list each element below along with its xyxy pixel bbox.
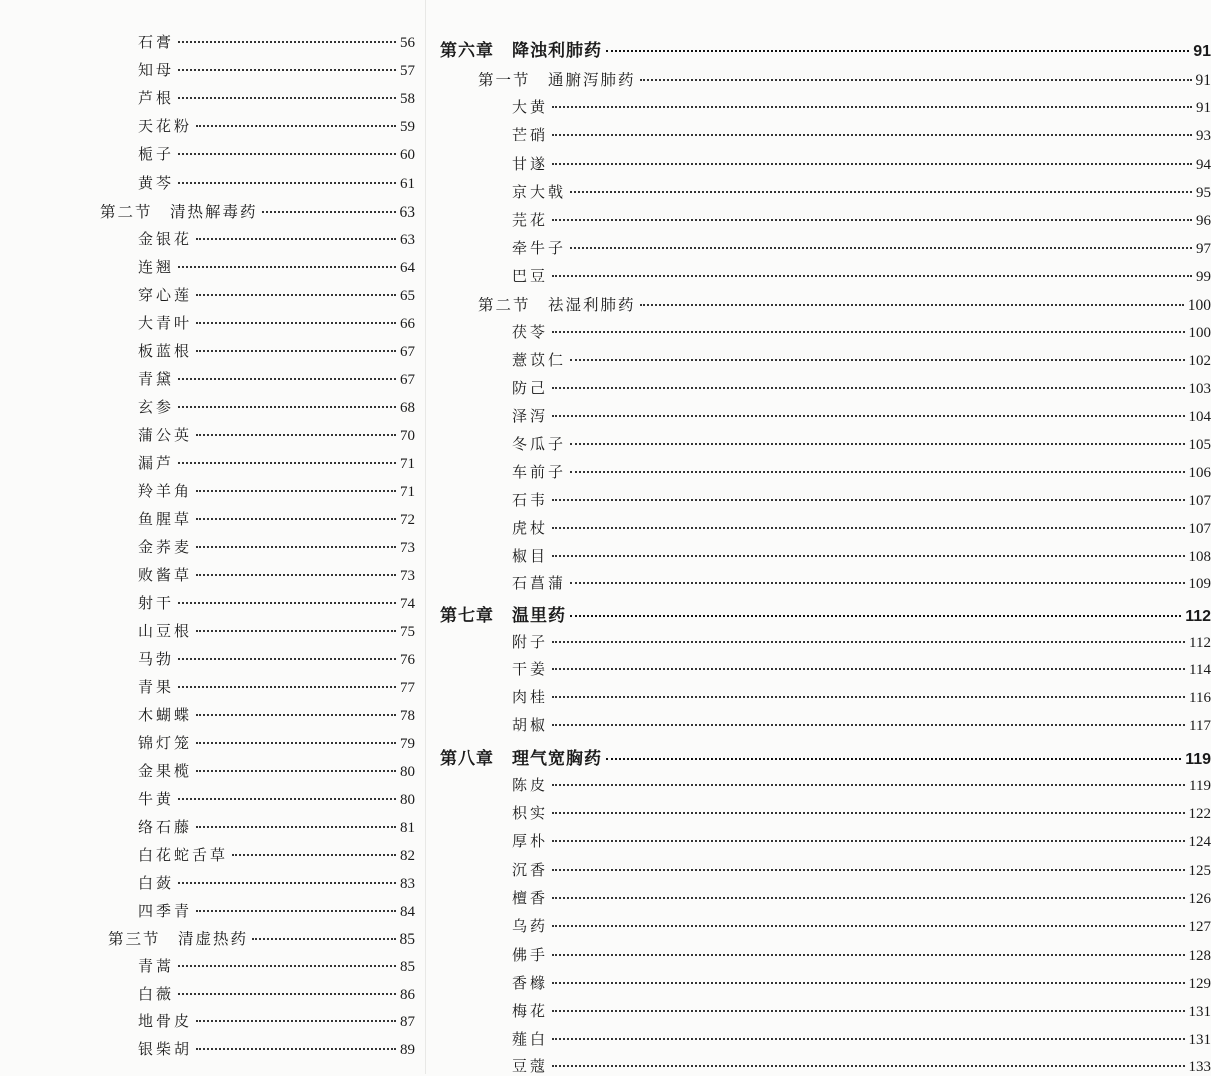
toc-item-entry [138, 59, 415, 80]
dot-leader [552, 415, 1184, 417]
toc-page-number: 122 [1189, 806, 1211, 823]
dot-leader [196, 238, 396, 240]
toc-page-number: 56 [400, 35, 415, 52]
dot-leader [196, 910, 396, 912]
toc-item-entry [138, 452, 415, 473]
toc-item-title: 石菖蒲 [512, 572, 566, 593]
toc-section-entry [100, 200, 415, 222]
toc-chapter-title: 第八章 理气宽胸药 [440, 744, 602, 769]
toc-item-title: 金荞麦 [138, 536, 192, 557]
toc-item-title: 厚朴 [512, 830, 548, 851]
toc-item-entry [512, 774, 1211, 795]
toc-item-title: 穿心莲 [138, 284, 192, 305]
toc-item-title: 知母 [138, 59, 174, 80]
dot-leader [552, 982, 1184, 984]
toc-item-entry [138, 31, 415, 52]
dot-leader [552, 897, 1184, 899]
dot-leader [178, 462, 396, 464]
toc-page-number: 108 [1189, 549, 1211, 566]
toc-item-entry [138, 955, 415, 976]
toc-item-entry [512, 517, 1211, 538]
toc-item-title: 大黄 [512, 96, 548, 117]
toc-item-title: 败酱草 [138, 564, 192, 585]
dot-leader [196, 518, 396, 520]
toc-item-title: 防己 [512, 377, 548, 398]
toc-item-entry [138, 1038, 415, 1059]
toc-item-title: 栀子 [138, 143, 174, 164]
toc-page-number: 82 [400, 848, 415, 865]
toc-item-title: 茯苓 [512, 321, 548, 342]
dot-leader [552, 499, 1184, 501]
toc-item-title: 芒硝 [512, 124, 548, 145]
dot-leader [570, 359, 1184, 361]
dot-leader [640, 304, 1184, 306]
toc-item-title: 白蔹 [138, 872, 174, 893]
dot-leader [552, 869, 1184, 871]
dot-leader [552, 527, 1184, 529]
toc-item-entry [512, 405, 1211, 426]
dot-leader [552, 134, 1192, 136]
toc-page-number: 80 [400, 792, 415, 809]
toc-page-number: 114 [1189, 662, 1211, 679]
toc-item-title: 沉香 [512, 859, 548, 880]
toc-page-number: 61 [400, 176, 415, 193]
toc-section-title: 第一节 通腑泻肺药 [478, 68, 636, 90]
dot-leader [552, 954, 1184, 956]
toc-page-number: 119 [1185, 751, 1211, 769]
toc-item-entry [512, 859, 1211, 880]
toc-item-title: 地骨皮 [138, 1010, 192, 1031]
toc-page-number: 77 [400, 680, 415, 697]
toc-page-number: 87 [400, 1014, 415, 1031]
toc-section-title: 第三节 清虚热药 [108, 927, 248, 949]
toc-item-title: 车前子 [512, 461, 566, 482]
toc-item-title: 巴豆 [512, 265, 548, 286]
dot-leader [178, 182, 396, 184]
dot-leader [570, 471, 1184, 473]
dot-leader [570, 191, 1192, 193]
toc-item-title: 络石藤 [138, 816, 192, 837]
dot-leader [552, 724, 1185, 726]
toc-item-entry [512, 237, 1211, 258]
toc-page-number: 117 [1189, 718, 1211, 735]
toc-item-entry [138, 844, 415, 865]
toc-page-number: 116 [1189, 690, 1211, 707]
toc-item-title: 黄芩 [138, 172, 174, 193]
dot-leader [196, 714, 396, 716]
toc-item-title: 石膏 [138, 31, 174, 52]
toc-chapter-title: 第七章 温里药 [440, 601, 566, 626]
toc-item-entry [512, 349, 1211, 370]
toc-page-number: 72 [400, 512, 415, 529]
toc-page-number: 65 [400, 288, 415, 305]
toc-item-entry [512, 96, 1211, 117]
toc-item-title: 冬瓜子 [512, 433, 566, 454]
toc-page-number: 58 [400, 91, 415, 108]
toc-item-title: 椒目 [512, 545, 548, 566]
toc-page-number: 100 [1189, 325, 1211, 342]
toc-page-number: 63 [400, 232, 415, 249]
dot-leader [196, 125, 396, 127]
toc-page-number: 93 [1196, 128, 1211, 145]
toc-page-number: 133 [1189, 1059, 1211, 1076]
dot-leader [262, 211, 396, 213]
toc-page-number: 63 [400, 204, 416, 222]
dot-leader [196, 574, 396, 576]
toc-page-number: 89 [400, 1042, 415, 1059]
toc-item-title: 木蝴蝶 [138, 704, 192, 725]
toc-item-entry [138, 648, 415, 669]
toc-page-number: 73 [400, 540, 415, 557]
dot-leader [552, 784, 1185, 786]
dot-leader [640, 79, 1192, 81]
toc-item-entry [512, 461, 1211, 482]
toc-item-entry [512, 572, 1211, 593]
toc-page-number: 100 [1188, 297, 1211, 315]
toc-item-title: 青果 [138, 676, 174, 697]
toc-page-number: 105 [1189, 437, 1211, 454]
toc-item-entry [138, 704, 415, 725]
toc-page-number: 64 [400, 260, 415, 277]
toc-item-title: 马勃 [138, 648, 174, 669]
toc-item-title: 羚羊角 [138, 480, 192, 501]
toc-page-number: 73 [400, 568, 415, 585]
dot-leader [232, 854, 396, 856]
toc-item-title: 京大戟 [512, 181, 566, 202]
dot-leader [552, 1010, 1184, 1012]
toc-item-title: 天花粉 [138, 115, 192, 136]
toc-item-entry [138, 676, 415, 697]
toc-page-number: 70 [400, 428, 415, 445]
toc-item-title: 枳实 [512, 802, 548, 823]
toc-page-number: 66 [400, 316, 415, 333]
toc-item-title: 檀香 [512, 887, 548, 908]
toc-page-number: 95 [1196, 185, 1211, 202]
toc-page-number: 75 [400, 624, 415, 641]
toc-item-entry [512, 915, 1211, 936]
toc-page-number: 112 [1185, 608, 1211, 626]
toc-item-entry [138, 143, 415, 164]
dot-leader [196, 1020, 396, 1022]
toc-page-number: 107 [1189, 493, 1211, 510]
toc-item-entry [512, 1000, 1211, 1021]
toc-item-entry [512, 489, 1211, 510]
dot-leader [196, 1048, 396, 1050]
toc-page-number: 109 [1189, 576, 1211, 593]
toc-item-title: 薤白 [512, 1028, 548, 1049]
toc-item-title: 连翘 [138, 256, 174, 277]
dot-leader [552, 812, 1184, 814]
toc-item-title: 山豆根 [138, 620, 192, 641]
dot-leader [552, 668, 1185, 670]
toc-section-entry [108, 927, 415, 949]
toc-item-entry [138, 312, 415, 333]
toc-page-number: 91 [1196, 72, 1211, 90]
toc-page-number: 57 [400, 63, 415, 80]
toc-item-title: 鱼腥草 [138, 508, 192, 529]
toc-page-number: 103 [1189, 381, 1211, 398]
toc-item-title: 青黛 [138, 368, 174, 389]
toc-item-title: 板蓝根 [138, 340, 192, 361]
toc-item-title: 白花蛇舌草 [138, 844, 228, 865]
toc-item-entry [512, 944, 1211, 965]
toc-page-number: 85 [400, 931, 416, 949]
dot-leader [552, 696, 1185, 698]
toc-page-number: 71 [400, 484, 415, 501]
toc-item-title: 射干 [138, 592, 174, 613]
toc-page-number: 104 [1189, 409, 1211, 426]
toc-item-entry [138, 760, 415, 781]
toc-section-entry [478, 68, 1211, 90]
dot-leader [570, 582, 1184, 584]
toc-item-title: 四季青 [138, 900, 192, 921]
toc-page-number: 119 [1189, 778, 1211, 795]
toc-item-entry [138, 732, 415, 753]
toc-item-title: 白薇 [138, 983, 174, 1004]
dot-leader [178, 69, 396, 71]
toc-item-entry [138, 816, 415, 837]
toc-page-number: 112 [1189, 635, 1211, 652]
toc-item-entry [138, 983, 415, 1004]
toc-item-entry [512, 209, 1211, 230]
dot-leader [570, 443, 1184, 445]
toc-item-entry [512, 153, 1211, 174]
dot-leader [178, 266, 396, 268]
toc-page-number: 102 [1189, 353, 1211, 370]
dot-leader [178, 965, 396, 967]
toc-item-entry [138, 396, 415, 417]
toc-item-title: 石韦 [512, 489, 548, 510]
toc-item-entry [512, 433, 1211, 454]
toc-item-title: 玄参 [138, 396, 174, 417]
toc-page-number: 127 [1189, 919, 1211, 936]
toc-item-entry [138, 564, 415, 585]
toc-item-title: 芦根 [138, 87, 174, 108]
dot-leader [552, 641, 1185, 643]
dot-leader [196, 294, 396, 296]
toc-page-number: 128 [1189, 948, 1211, 965]
toc-item-title: 附子 [512, 631, 548, 652]
toc-item-entry [138, 788, 415, 809]
toc-item-entry [138, 900, 415, 921]
toc-item-title: 虎杖 [512, 517, 548, 538]
toc-item-title: 佛手 [512, 944, 548, 965]
toc-page-number: 67 [400, 372, 415, 389]
dot-leader [196, 490, 396, 492]
toc-page-number: 91 [1196, 100, 1211, 117]
dot-leader [552, 555, 1184, 557]
toc-page-number: 129 [1189, 976, 1211, 993]
dot-leader [178, 993, 396, 995]
toc-item-entry [512, 265, 1211, 286]
toc-item-entry [512, 887, 1211, 908]
dot-leader [196, 322, 396, 324]
toc-item-entry [138, 368, 415, 389]
dot-leader [178, 378, 396, 380]
dot-leader [178, 798, 396, 800]
toc-item-title: 漏芦 [138, 452, 174, 473]
dot-leader [570, 615, 1181, 617]
toc-item-entry [138, 228, 415, 249]
toc-item-title: 蒲公英 [138, 424, 192, 445]
toc-item-title: 梅花 [512, 1000, 548, 1021]
toc-item-title: 牛黄 [138, 788, 174, 809]
dot-leader [178, 41, 396, 43]
dot-leader [178, 97, 396, 99]
dot-leader [196, 350, 396, 352]
dot-leader [178, 153, 396, 155]
dot-leader [178, 882, 396, 884]
toc-page-number: 97 [1196, 241, 1211, 258]
toc-chapter-entry [440, 601, 1211, 626]
dot-leader [570, 247, 1192, 249]
dot-leader [196, 434, 396, 436]
toc-page-number: 76 [400, 652, 415, 669]
dot-leader [196, 826, 396, 828]
toc-page-number: 94 [1196, 157, 1211, 174]
toc-section-title: 第二节 祛湿利肺药 [478, 293, 636, 315]
toc-item-entry [512, 830, 1211, 851]
dot-leader [552, 387, 1184, 389]
toc-item-entry [512, 714, 1211, 735]
toc-page-number: 59 [400, 119, 415, 136]
dot-leader [606, 50, 1189, 52]
toc-item-entry [138, 115, 415, 136]
toc-item-entry [512, 972, 1211, 993]
toc-page-number: 125 [1189, 863, 1211, 880]
toc-item-entry [138, 592, 415, 613]
toc-item-title: 薏苡仁 [512, 349, 566, 370]
dot-leader [552, 106, 1192, 108]
toc-page-number: 131 [1189, 1004, 1211, 1021]
toc-item-entry [512, 124, 1211, 145]
toc-page-number: 60 [400, 147, 415, 164]
toc-item-entry [512, 1028, 1211, 1049]
dot-leader [196, 546, 396, 548]
toc-page-number: 79 [400, 736, 415, 753]
toc-page-number: 85 [400, 959, 415, 976]
toc-page-number: 74 [400, 596, 415, 613]
toc-item-title: 银柴胡 [138, 1038, 192, 1059]
toc-item-entry [512, 377, 1211, 398]
toc-chapter-entry [440, 36, 1211, 61]
toc-item-title: 肉桂 [512, 686, 548, 707]
toc-item-entry [138, 340, 415, 361]
toc-item-entry [138, 872, 415, 893]
dot-leader [178, 602, 396, 604]
toc-item-entry [138, 508, 415, 529]
toc-item-title: 锦灯笼 [138, 732, 192, 753]
toc-item-title: 陈皮 [512, 774, 548, 795]
dot-leader [196, 742, 396, 744]
toc-item-entry [512, 658, 1211, 679]
toc-item-title: 金银花 [138, 228, 192, 249]
toc-page-number: 81 [400, 820, 415, 837]
dot-leader [178, 658, 396, 660]
toc-item-entry [512, 545, 1211, 566]
toc-item-title: 胡椒 [512, 714, 548, 735]
toc-page-number: 68 [400, 400, 415, 417]
column-gutter [425, 0, 426, 1074]
toc-item-entry [512, 802, 1211, 823]
toc-page-number: 71 [400, 456, 415, 473]
toc-page-number: 124 [1189, 834, 1211, 851]
toc-item-title: 乌药 [512, 915, 548, 936]
toc-item-entry [138, 424, 415, 445]
toc-section-entry [478, 293, 1211, 315]
dot-leader [552, 1038, 1184, 1040]
toc-page-number: 78 [400, 708, 415, 725]
toc-page-number: 80 [400, 764, 415, 781]
toc-item-entry [512, 321, 1211, 342]
toc-item-title: 芫花 [512, 209, 548, 230]
toc-item-title: 泽泻 [512, 405, 548, 426]
dot-leader [552, 331, 1184, 333]
toc-page-number: 131 [1189, 1032, 1211, 1049]
toc-page-number: 86 [400, 987, 415, 1004]
toc-item-entry [138, 620, 415, 641]
toc-item-title: 豆蔻 [512, 1055, 548, 1076]
toc-page-number: 96 [1196, 213, 1211, 230]
toc-page-number: 91 [1193, 43, 1211, 61]
dot-leader [178, 686, 396, 688]
dot-leader [196, 770, 396, 772]
toc-chapter-title: 第六章 降浊利肺药 [440, 36, 602, 61]
toc-item-entry [512, 631, 1211, 652]
toc-page-number: 126 [1189, 891, 1211, 908]
toc-item-entry [138, 256, 415, 277]
toc-item-entry [138, 172, 415, 193]
toc-item-title: 干姜 [512, 658, 548, 679]
toc-item-entry [138, 284, 415, 305]
toc-chapter-entry [440, 744, 1211, 769]
toc-item-entry [512, 1055, 1211, 1076]
toc-page-number: 67 [400, 344, 415, 361]
toc-item-entry [138, 480, 415, 501]
dot-leader [552, 840, 1184, 842]
toc-item-title: 牵牛子 [512, 237, 566, 258]
toc-item-title: 甘遂 [512, 153, 548, 174]
toc-page-number: 84 [400, 904, 415, 921]
toc-item-entry [512, 686, 1211, 707]
toc-page-number: 99 [1196, 269, 1211, 286]
toc-item-title: 大青叶 [138, 312, 192, 333]
toc-item-title: 金果榄 [138, 760, 192, 781]
toc-item-title: 香橼 [512, 972, 548, 993]
dot-leader [196, 630, 396, 632]
dot-leader [552, 1065, 1184, 1067]
toc-page-number: 83 [400, 876, 415, 893]
dot-leader [552, 925, 1184, 927]
toc-item-entry [138, 87, 415, 108]
dot-leader [252, 938, 395, 940]
toc-item-entry [512, 181, 1211, 202]
toc-item-entry [138, 1010, 415, 1031]
toc-page-number: 106 [1189, 465, 1211, 482]
dot-leader [552, 219, 1192, 221]
dot-leader [552, 163, 1192, 165]
toc-item-title: 青蒿 [138, 955, 174, 976]
dot-leader [178, 406, 396, 408]
dot-leader [606, 758, 1181, 760]
toc-page-number: 107 [1189, 521, 1211, 538]
toc-section-title: 第二节 清热解毒药 [100, 200, 258, 222]
toc-item-entry [138, 536, 415, 557]
dot-leader [552, 275, 1192, 277]
